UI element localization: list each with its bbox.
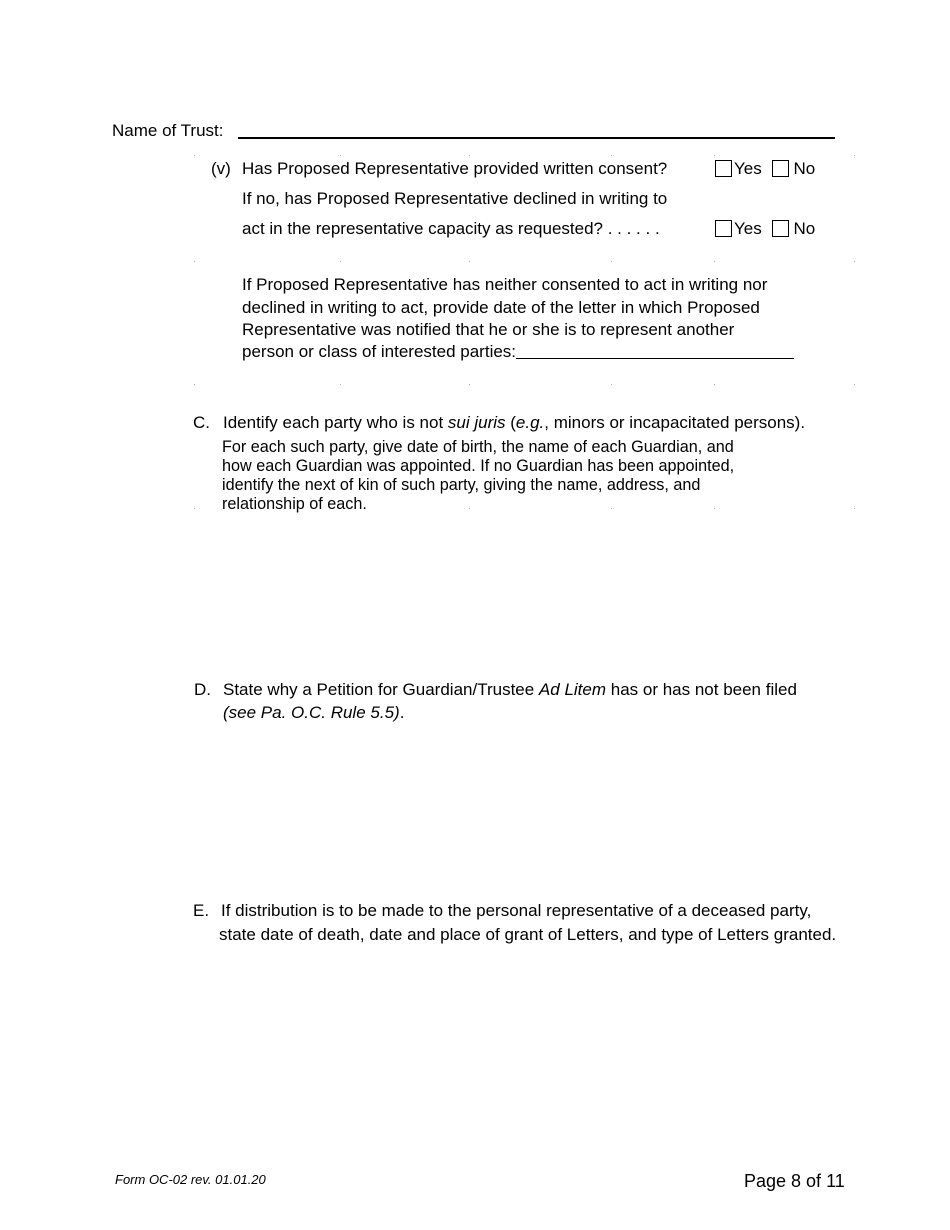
section-e-line1: If distribution is to be made to the personal representative of a deceased party, — [221, 901, 812, 920]
declined-yes-label: Yes — [734, 219, 762, 238]
section-d-line1-part1: State why a Petition for Guardian/Trustee — [223, 680, 539, 699]
section-c-letter: C. — [193, 413, 210, 432]
consent-no-checkbox[interactable] — [772, 160, 789, 177]
section-d-line2-period: . — [399, 703, 405, 722]
name-of-trust-label: Name of Trust: — [112, 121, 224, 140]
page-number: Page 8 of 11 — [744, 1171, 845, 1191]
section-e-letter: E. — [193, 901, 210, 920]
declined-no-checkbox[interactable] — [772, 220, 789, 237]
section-v-question: Has Proposed Representative provided written consent? — [242, 159, 668, 178]
section-c-heading-part1: Identify each party who is not — [223, 413, 448, 432]
neither-text-line1: If Proposed Representative has neither consented to act in writing nor — [242, 275, 768, 294]
section-d-rule-reference: (see Pa. O.C. Rule 5.5) — [223, 703, 400, 722]
section-v-number: (v) — [211, 159, 231, 178]
section-d-line2 — [223, 703, 404, 723]
section-c-heading — [223, 413, 805, 433]
declined-options — [715, 219, 815, 239]
declined-question-line1: If no, has Proposed Representative declined in writing to — [242, 189, 668, 208]
section-c-line5: relationship of each. — [222, 495, 367, 513]
section-e-line2: state date of death, date and place of grant of Letters, and type of Letters granted. — [219, 925, 837, 944]
section-c-line2: For each such party, give date of birth, the name of each Guardian, and — [222, 438, 734, 456]
section-c-line3: how each Guardian was appointed. If no Guardian has been appointed, — [222, 457, 735, 475]
consent-no-label: No — [793, 159, 816, 178]
section-d-line1-part2: has or has not been filed — [606, 680, 797, 699]
section-c-line4: identify the next of kin of such party, giving the name, address, and — [222, 476, 701, 494]
neither-text-line4-label: person or class of interested parties: — [242, 342, 517, 361]
notification-date-field[interactable] — [516, 342, 794, 359]
section-c-heading-part2: ( — [505, 413, 516, 432]
section-c-heading-sui-juris: sui juris — [447, 413, 506, 432]
name-of-trust-field[interactable] — [238, 137, 835, 139]
consent-options — [715, 159, 815, 179]
form-id: Form OC-02 rev. 01.01.20 — [115, 1172, 266, 1187]
consent-yes-label: Yes — [734, 159, 762, 178]
section-c-heading-part3: , minors or incapacitated persons). — [544, 413, 806, 432]
consent-yes-checkbox[interactable] — [715, 160, 732, 177]
declined-no-label: No — [793, 219, 816, 238]
neither-text-line3: Representative was notified that he or she is to represent another — [242, 320, 735, 339]
neither-text-line2: declined in writing to act, provide date of the letter in which Proposed — [242, 298, 760, 317]
section-d-line1 — [223, 680, 797, 700]
neither-text-line4 — [242, 342, 794, 362]
section-d-ad-litem: Ad Litem — [538, 680, 607, 699]
declined-yes-checkbox[interactable] — [715, 220, 732, 237]
section-d-letter: D. — [194, 680, 211, 699]
section-c-heading-eg: e.g. — [515, 413, 545, 432]
declined-question-line2: act in the representative capacity as requested? . . . . . . — [242, 219, 660, 238]
